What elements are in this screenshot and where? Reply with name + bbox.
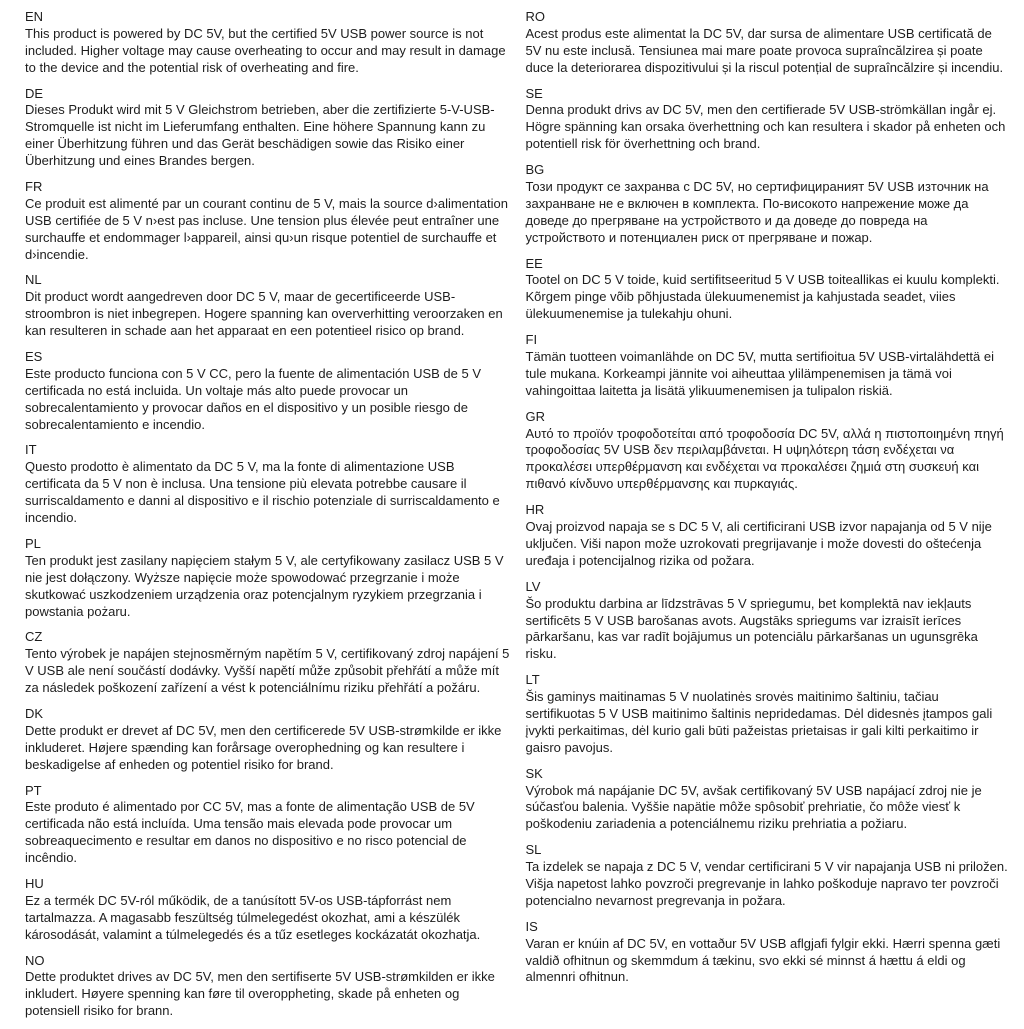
- language-section-gr: [526, 409, 1011, 493]
- language-section-nl: [25, 272, 510, 340]
- warning-paragraph: Šo produktu darbina ar līdzstrāvas 5 V spriegumu, bet komplektā nav iekļauts sertificēts 5 V USB barošanas avots. Augstāks spriegums var izraisīt ierīces pārkaršanu, kas var radīt bojājumus un potenciālu pārkaršanas un ugunsgrēka risku.: [525, 595, 978, 662]
- warning-paragraph: Denna produkt drivs av DC 5V, men den certifierade 5V USB-strömkällan ingår ej. Högre spänning kan orsaka överhettning och kan resultera i skador på enheten och potentiell risk för överhettning och brand.: [525, 102, 1006, 152]
- language-section-fi: [526, 332, 1011, 400]
- warning-paragraph: Този продукт се захранва с DC 5V, но сертифицираният 5V USB източник на захранване не е включен в комплекта. По-високото напрежение може да доведе до прегряване на устройството и да доведе до повреда на устройството и потенциален риск от прегряване и пожар.: [525, 179, 989, 245]
- warning-paragraph: Šis gaminys maitinamas 5 V nuolatinės srovės maitinimo šaltiniu, tačiau sertifikuotas 5 V USB maitinimo šaltinis nepridedamas. Dėl didesnės įtampos gali įvykti perkaitimas, dėl kurio gali būti pažeistas prietaisas ir gali kilti perkaitimo ir gaisro pavojus.: [525, 689, 993, 755]
- language-code-label: BG: [525, 162, 545, 178]
- language-section-se: [526, 86, 1011, 154]
- warning-paragraph: Dieses Produkt wird mit 5 V Gleichstrom betrieben, aber die zertifizierte 5-V-USB-Stromquelle ist nicht im Lieferumfang enthalten. Eine höhere Spannung kann zu einer Überhitzung führen und das Gerät beschädigen sowie das Risiko einer Überhitzung und eines Brandes bergen.: [25, 102, 495, 169]
- warning-paragraph: Ovaj proizvod napaja se s DC 5 V, ali certificirani USB izvor napajanja od 5 V nije uključen. Viši napon može uzrokovati pregrijavanje i može dovesti do oštećenja uređaja i potencijalnog rizika od požara.: [525, 519, 992, 568]
- language-section-is: [526, 919, 1011, 987]
- language-section-de: [25, 86, 510, 170]
- language-code-label: SE: [525, 85, 543, 101]
- language-section-hu: [25, 876, 510, 944]
- language-code-label: EN: [25, 9, 44, 24]
- language-section-pl: [25, 536, 510, 620]
- language-section-sl: [526, 842, 1011, 910]
- language-code-label: NL: [25, 272, 42, 288]
- warning-paragraph: Dette produktet drives av DC 5V, men den sertifiserte 5V USB-strømkilden er ikke inkludert. Høyere spenning kan føre til overoppheting, skade på enheten og potensiell risiko for brann.: [25, 969, 495, 1019]
- language-code-label: DE: [25, 85, 44, 101]
- language-section-dk: [25, 706, 510, 774]
- warning-paragraph: Tootel on DC 5 V toide, kuid sertifitseeritud 5 V USB toiteallikas ei kuulu komplekti. Kõrgem pinge võib põhjustada ülekuumenemist ja kahjustada seadet, viies ülekuumenemise ja tulekahju ohuni.: [525, 272, 1000, 322]
- language-section-lv: [526, 579, 1011, 663]
- warning-paragraph: Αυτό το προϊόν τροφοδοτείται από τροφοδοσία DC 5V, αλλά η πιστοποιημένη πηγή τροφοδοσίας 5V USB δεν περιλαμβάνεται. Η υψηλότερη τάση ενδέχεται να προκαλέσει υπερθέρμανση και ενδέχεται να προκαλέσει ζημιά στη συσκευή και πιθανό κίνδυνο υπερθέρμανσης και πυρκαγιάς.: [525, 425, 1004, 492]
- language-code-label: PL: [25, 535, 41, 551]
- warning-paragraph: Ten produkt jest zasilany napięciem stałym 5 V, ale certyfikowany zasilacz USB 5 V nie jest dołączony. Wyższe napięcie może spowodować przegrzanie i może skutkować uszkodzeniem urządzenia oraz potencjalnym ryzykiem przegrzania i powstania pożaru.: [25, 552, 504, 619]
- warning-paragraph: This product is powered by DC 5V, but the certified 5V USB power source is not included. Higher voltage may cause overheating to occur and may result in damage to the device and the potential risk of overheating and fire.: [25, 25, 506, 75]
- warning-paragraph: Dit product wordt aangedreven door DC 5 V, maar de gecertificeerde USB-stroombron is niet inbegrepen. Hogere spanning kan oververhitting veroorzaken en kan resulteren in schade aan het apparaat en een potentieel risico op brand.: [25, 289, 503, 339]
- language-section-ee: [526, 256, 1011, 324]
- language-section-no: [25, 953, 510, 1021]
- warning-paragraph: Acest produs este alimentat la DC 5V, dar sursa de alimentare USB certificată de 5V nu este inclusă. Tensiunea mai mare poate provoca supraîncălzirea și poate duce la deteriorarea dispozitivului și la riscul potențial de supraîncălzire și incendiu.: [525, 25, 1004, 75]
- warning-paragraph: Ez a termék DC 5V-ról működik, de a tanúsított 5V-os USB-tápforrást nem tartalmazza. A magasabb feszültség túlmelegedést okozhat, ami a készülék károsodását, valamint a túlmelegedés és a tűz esetleges kockázatát okozhatja.: [25, 892, 481, 942]
- language-code-label: RO: [525, 9, 545, 24]
- language-section-lt: [526, 672, 1011, 756]
- warning-paragraph: Tento výrobek je napájen stejnosměrným napětím 5 V, certifikovaný zdroj napájení 5 V USB ale není součástí dodávky. Vyšší napětí může způsobit přehřátí a může mít za následek poškození zařízení a vést k potenciálnímu riziku přehřátí a požáru.: [25, 646, 510, 696]
- left-column: [25, 9, 510, 1029]
- language-section-sk: [526, 766, 1011, 834]
- language-code-label: ES: [25, 349, 43, 365]
- language-section-ro: [526, 9, 1011, 77]
- warning-paragraph: Dette produkt er drevet af DC 5V, men den certificerede 5V USB-strømkilde er ikke inkluderet. Højere spænding kan forårsage overophedning og kan resultere i beskadigelse af enheden og potentiel risiko for brand.: [25, 722, 502, 772]
- language-section-hr: [526, 502, 1011, 570]
- language-section-bg: [526, 162, 1011, 246]
- right-column: [526, 9, 1011, 995]
- language-code-label: GR: [525, 408, 545, 424]
- warning-paragraph: Varan er knúin af DC 5V, en vottaður 5V USB aflgjafi fylgir ekki. Hærri spenna gæti valdið ofhitnun og skemmdum á tækinu, svo ekki sé minnst á hættu á eldi og almennri ofhitnun.: [525, 935, 1001, 985]
- language-code-label: HU: [25, 875, 44, 891]
- warning-paragraph: Tämän tuotteen voimanlähde on DC 5V, mutta sertifioitua 5V USB-virtalähdettä ei tule mukana. Korkeampi jännite voi aiheuttaa ylilämpenemisen ja tämä voi vahingoittaa laitetta ja lisätä ylikuumenemisen ja tulipalon riskiä.: [525, 349, 994, 398]
- warning-paragraph: Este producto funciona con 5 V CC, pero la fuente de alimentación USB de 5 V certificada no está incluida. Un voltaje más alto puede provocar un sobrecalentamiento y provocar daños en el dispositivo y un posible riesgo de sobrecalentamiento e incendio.: [25, 365, 481, 432]
- language-code-label: NO: [25, 952, 45, 968]
- language-code-label: PT: [25, 782, 42, 798]
- warning-paragraph: Ta izdelek se napaja z DC 5 V, vendar certificirani 5 V vir napajanja USB ni priložen. Višja napetost lahko povzroči pregrevanje in lahko poškoduje napravo ter povzroči potencialno nevarnost pregrevanja in požara.: [525, 859, 1008, 908]
- language-code-label: IS: [525, 918, 538, 934]
- warning-paragraph: Ce produit est alimenté par un courant continu de 5 V, mais la source d›alimentation USB certifiée de 5 V n›est pas incluse. Une tension plus élevée peut entraîner une surchauffe et endommager l›appareil, ainsi qu›un risque potentiel de surchauffe et d›incendie.: [25, 195, 508, 262]
- warning-paragraph: Výrobok má napájanie DC 5V, avšak certifikovaný 5V USB napájací zdroj nie je súčasťou balenia. Vyššie napätie môže spôsobiť prehriatie, čo môže viesť k poškodeniu zariadenia a potenciálnemu riziku prehriatia a požiaru.: [525, 782, 982, 832]
- language-section-it: [25, 442, 510, 526]
- language-code-label: FR: [25, 179, 43, 195]
- warning-paragraph: Questo prodotto è alimentato da DC 5 V, ma la fonte di alimentazione USB certificata da 5 V non è inclusa. Una tensione più elevata potrebbe causare il surriscaldamento e danni al dispositivo e il rischio potenziale di surriscaldamento e incendio.: [25, 459, 500, 526]
- language-code-label: LT: [525, 672, 540, 688]
- language-section-pt: [25, 783, 510, 867]
- language-section-en: [25, 9, 510, 77]
- language-section-es: [25, 349, 510, 433]
- language-code-label: EE: [525, 255, 543, 271]
- language-section-cz: [25, 629, 510, 697]
- language-code-label: HR: [525, 502, 545, 518]
- language-code-label: DK: [25, 705, 44, 721]
- language-code-label: SL: [525, 842, 542, 858]
- language-code-label: LV: [525, 578, 541, 594]
- language-code-label: FI: [525, 332, 538, 348]
- warning-paragraph: Este produto é alimentado por CC 5V, mas a fonte de alimentação USB de 5V certificada não está incluída. Uma tensão mais elevada pode provocar um sobreaquecimento e resultar em danos no dispositivo e no risco potencial de incêndio.: [25, 799, 475, 866]
- language-code-label: IT: [25, 442, 37, 458]
- language-code-label: CZ: [25, 629, 43, 645]
- language-code-label: SK: [525, 765, 543, 781]
- language-section-fr: [25, 179, 510, 263]
